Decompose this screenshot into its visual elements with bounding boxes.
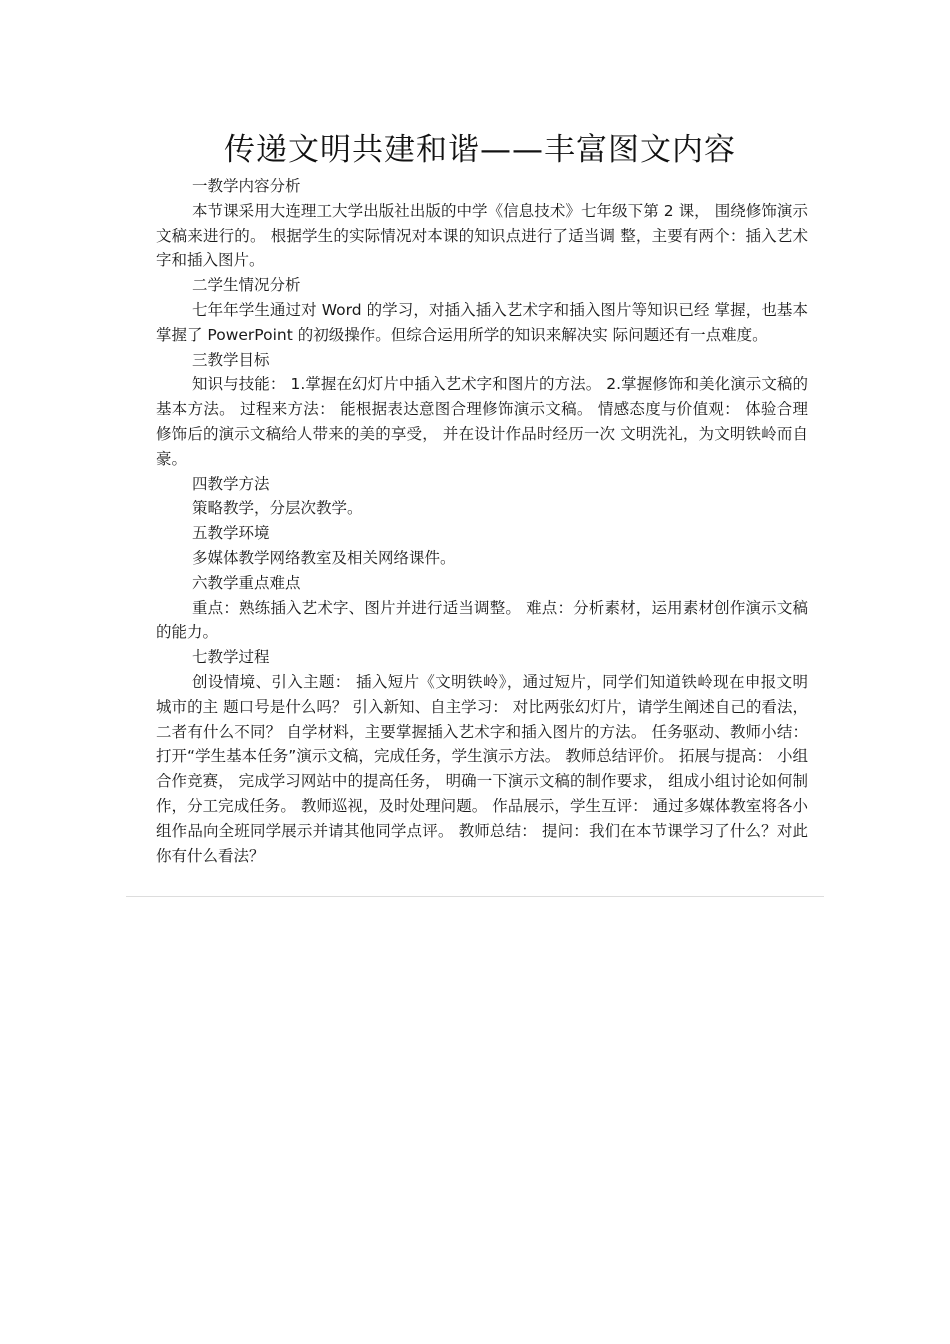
section-heading-key-points: 六教学重点难点 (192, 573, 301, 592)
section-heading-process: 七教学过程 (192, 648, 270, 667)
document-title: 传递文明共建和谐——丰富图文内容 (224, 132, 736, 168)
section-body-environment: 多媒体教学网络教室及相关网络课件。 (192, 548, 456, 567)
section-body-key-points: 重点：熟练插入艺术字、图片并进行适当调整。 难点：分析素材，运用素材创作演示文稿的能力。 (156, 598, 808, 642)
section-heading-student-analysis: 二学生情况分析 (192, 276, 301, 295)
section-body-process: 创设情境、引入主题： 插入短片《文明铁岭》，通过短片，同学们知道铁岭现在申报文明城市的主 题口号是什么吗？ 引入新知、自主学习： 对比两张幻灯片，请学生阐述自己的看法，二者有什么不同？ 自学材料，主要掌握插入艺术字和插入图片的方法。 任务驱动、教师小结： 打开“学生基本任务”演示文稿，完成任务，学生演示方法。 教师总结评价。 拓展与提高： 小组合作竞赛， 完成学习网站中的提高任务， 明确一下演示文稿的制作要求， 组成小组讨论如何制作，分工完成任务。 教师巡视，及时处理问题。 作品展示，学生互评： 通过多媒体教室将各小组作品向全班同学展示并请其他同学点评。 教师总结： 提问：我们在本节课学习了什么？对此你有什么看法？ (156, 672, 808, 865)
section-body-methods: 策略教学，分层次教学。 (192, 499, 363, 518)
document-body (156, 174, 808, 868)
bottom-divider (126, 896, 824, 897)
section-body-student-analysis: 七年年学生通过对 Word 的学习，对插入插入艺术字和插入图片等知识已经 掌握，也基本掌握了 PowerPoint 的初级操作。但综合运用所学的知识来解决实 际问题还有一点难度。 (156, 300, 808, 344)
section-heading-methods: 四教学方法 (192, 474, 270, 493)
section-heading-content-analysis: 一教学内容分析 (192, 177, 301, 195)
section-body-content-analysis: 本节课采用大连理工大学出版社出版的中学《信息技术》七年级下第 2 课， 围绕修饰演示文稿来进行的。 根据学生的实际情况对本课的知识点进行了适当调 整，主要有两个：插入艺术字和插入图片。 (156, 201, 808, 270)
section-body-objectives: 知识与技能： 1.掌握在幻灯片中插入艺术字和图片的方法。 2.掌握修饰和美化演示文稿的基本方法。 过程来方法： 能根据表达意图合理修饰演示文稿。 情感态度与价值观： 体验合理修饰后的演示文稿给人带来的美的享受， 并在设计作品时经历一次 文明洗礼，为文明铁岭而自豪。 (156, 375, 808, 468)
section-heading-objectives: 三教学目标 (192, 350, 270, 369)
section-heading-environment: 五教学环境 (192, 524, 270, 543)
